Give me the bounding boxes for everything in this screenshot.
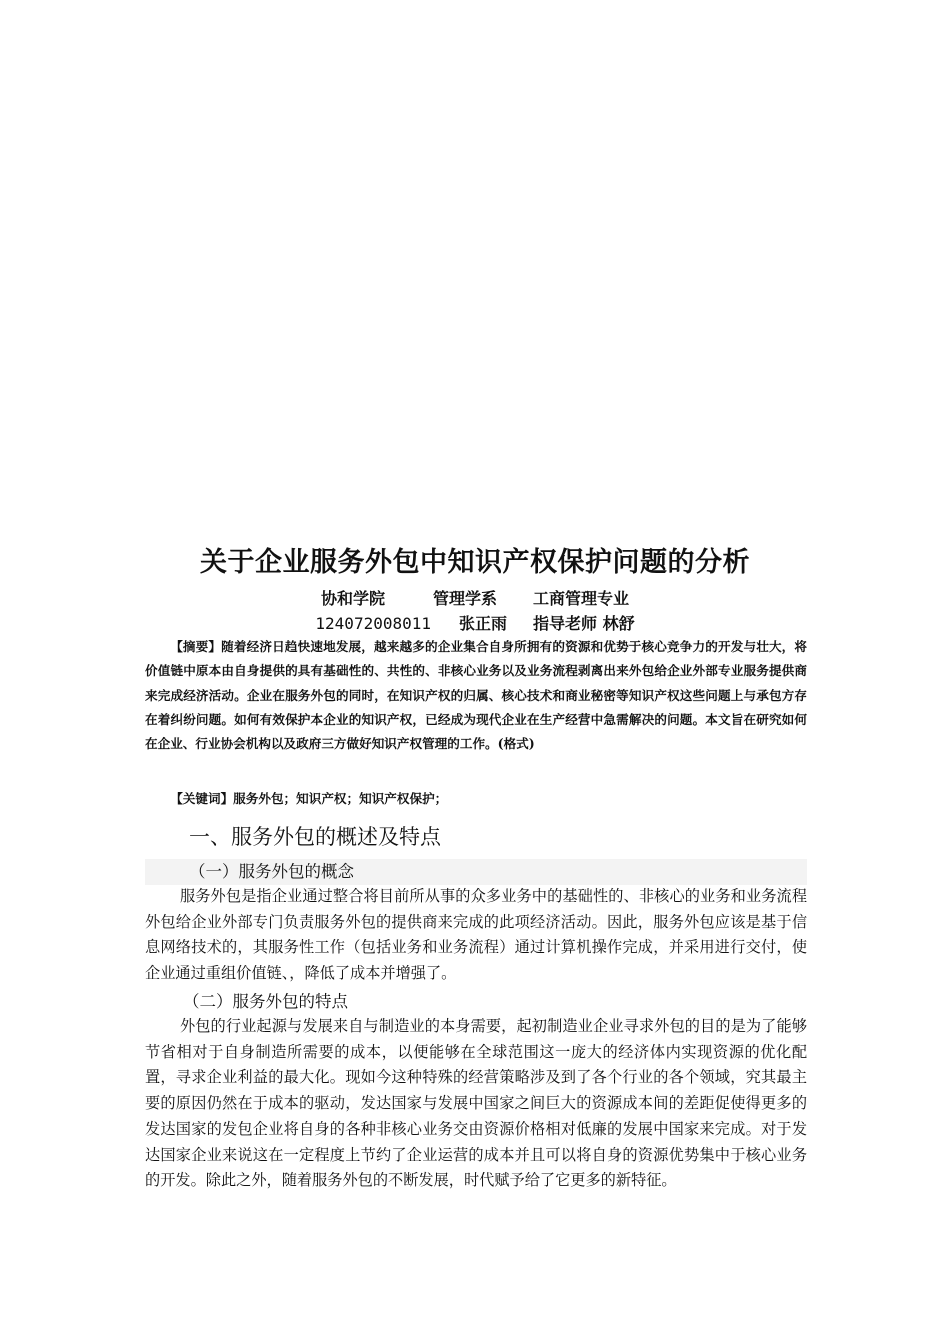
college-name: 协和学院 — [320, 589, 385, 608]
abstract-text: 随着经济日趋快速地发展，越来越多的企业集合自身所拥有的资源和优势于核心竞争力的开发与壮大，将价值链中原本由自身提供的具有基础性的、共性的、非核心业务以及业务流程剥离出来外包给企业外部专业服务提供商来完成经济活动。企业在服务外包的同时，在知识产权的归属、核心技术和商业秘密等知识产权这些问题上与承包方存在着纠纷问题。如何有效保护本企业的知识产权，已经成为现代企业在生产经营中急需解决的问题。本文旨在研究如何在企业、行业协会机构以及政府三方做好知识产权管理的工作。(格式) — [145, 639, 808, 752]
keywords-text: 服务外包；知识产权；知识产权保护； — [233, 791, 448, 806]
abstract-paragraph — [145, 635, 807, 756]
subsection-heading-2: （二）服务外包的特点 — [183, 992, 348, 1011]
author-affiliation-line — [0, 587, 950, 611]
keywords-label: 【关键词】 — [170, 791, 234, 806]
major-name: 工商管理专业 — [533, 589, 630, 608]
body-paragraph-1: 服务外包是指企业通过整合将目前所从事的众多业务中的基础性的、非核心的业务和业务流程外包给企业外部专门负责服务外包的提供商来完成的此项经济活动。因此，服务外包应该是基于信息网络技术的，其服务性工作（包括业务和业务流程）通过计算机操作完成，并采用进行交付，使企业通过重组价值链、，降低了成本并增强了。 — [145, 887, 807, 983]
body-paragraph-2: 外包的行业起源与发展来自与制造业的本身需要，起初制造业企业寻求外包的目的是为了能够节省相对于自身制造所需要的成本，以便能够在全球范围这一庞大的经济体内实现资源的优化配置，寻求企业利益的最大化。现如今这种特殊的经营策略涉及到了各个行业的各个领域，究其最主要的原因仍然在于成本的驱动，发达国家与发展中国家之间巨大的资源成本间的差距促使得更多的发达国家的发包企业将自身的各种非核心业务交由资源价格相对低廉的发展中国家来完成。对于发达国家企业来说这在一定程度上节约了企业运营的成本并且可以将自身的资源优势集中于核心业务的开发。除此之外，随着服务外包的不断发展，时代赋予给了它更多的新特征。 — [145, 1017, 807, 1190]
student-id: 124072008011 — [315, 614, 431, 633]
abstract-label: 【摘要】 — [170, 639, 222, 654]
keywords-paragraph — [145, 787, 807, 811]
author-name: 张正雨 — [459, 614, 508, 633]
author-info-line — [0, 612, 950, 636]
document-title: 关于企业服务外包中知识产权保护问题的分析 — [200, 547, 750, 578]
advisor-name: 指导老师 林舒 — [533, 614, 635, 633]
subsection-heading-1: （一）服务外包的概念 — [145, 859, 807, 885]
section-heading-1: 一、服务外包的概述及特点 — [189, 825, 441, 849]
department-name: 管理学系 — [432, 589, 497, 608]
